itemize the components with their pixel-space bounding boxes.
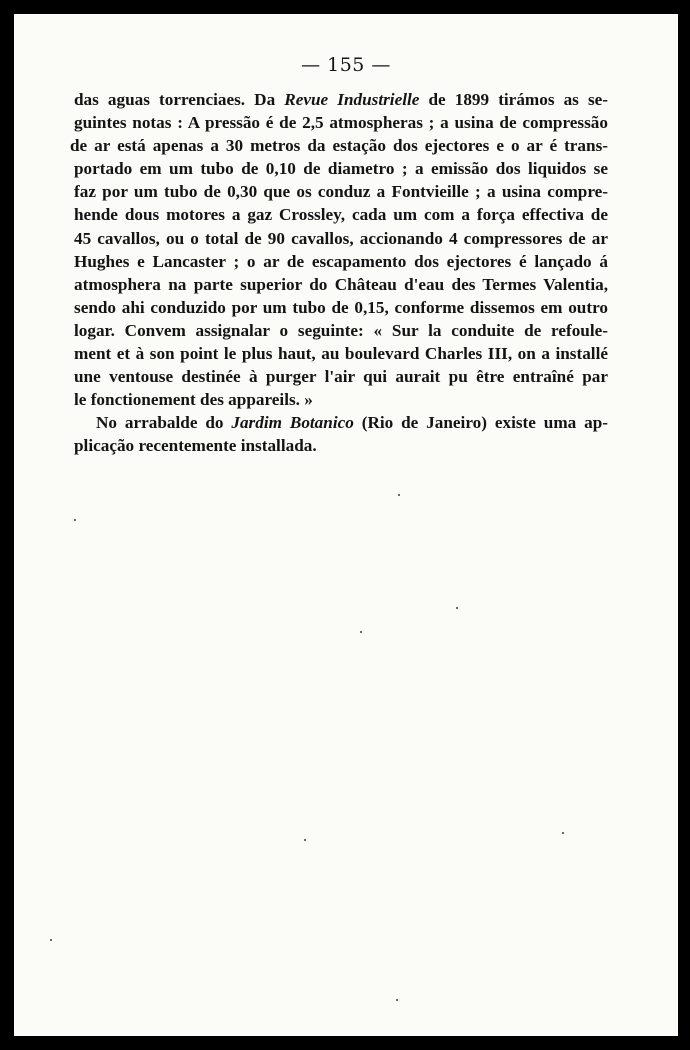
text-line <box>70 88 608 111</box>
journal-title: Revue Industrielle <box>284 90 420 109</box>
place-name: Jardim Botanico <box>231 413 354 433</box>
text-run: (Rio de Janeiro) existe uma ap- <box>353 413 608 433</box>
text-line: 45 cavallos, ou o total de 90 cavallos, accionando 4 compressores de ar <box>74 228 608 248</box>
paper-speck <box>562 832 564 834</box>
text-line: portado em um tubo de 0,10 de diametro ; a emissão dos liquidos se <box>74 159 608 179</box>
document-page <box>14 14 678 1036</box>
text-line: atmosphera na parte superior do Château d'eau des Termes Valentia, <box>74 274 608 294</box>
text-run: das aguas torrenciaes. Da <box>74 90 285 109</box>
text-line: ment et à son point le plus haut, au boulevard Charles III, on a installé <box>74 344 608 364</box>
text-line: sendo ahi conduzido por um tubo de 0,15, conforme dissemos em outro <box>74 297 608 317</box>
text-line <box>70 411 608 434</box>
paper-speck <box>398 494 400 496</box>
text-line: plicação recentemente installada. <box>74 436 317 456</box>
text-line: hende dous motores a gaz Crossley, cada um com a força effectiva de <box>74 205 608 225</box>
paper-speck <box>456 607 458 609</box>
text-line: guintes notas : A pressão é de 2,5 atmospheras ; a usina de compressão <box>74 113 608 133</box>
paper-speck <box>50 939 52 941</box>
page-number: — 155 — <box>301 54 391 76</box>
text-run: No arrabalde do <box>96 413 232 433</box>
paper-speck <box>360 631 362 633</box>
text-line: le fonctionement des appareils. » <box>74 390 313 410</box>
text-line: Hughes e Lancaster ; o ar de escapamento dos ejectores é lançado á <box>74 251 608 271</box>
body-text <box>70 88 608 458</box>
paper-speck <box>304 839 306 841</box>
text-line: faz por um tubo de 0,30 que os conduz a Fontvieille ; a usina compre- <box>74 182 608 202</box>
text-run: de 1899 tirámos as se- <box>419 90 608 109</box>
paper-speck <box>396 999 398 1001</box>
text-line: logar. Convem assignalar o seguinte: « Sur la conduite de refoule- <box>74 320 608 340</box>
text-line: de ar está apenas a 30 metros da estação dos ejectores e o ar é trans- <box>70 136 608 156</box>
paper-speck <box>74 519 76 521</box>
text-line: une ventouse destinée à purger l'air qui aurait pu être entraîné par <box>74 367 608 387</box>
